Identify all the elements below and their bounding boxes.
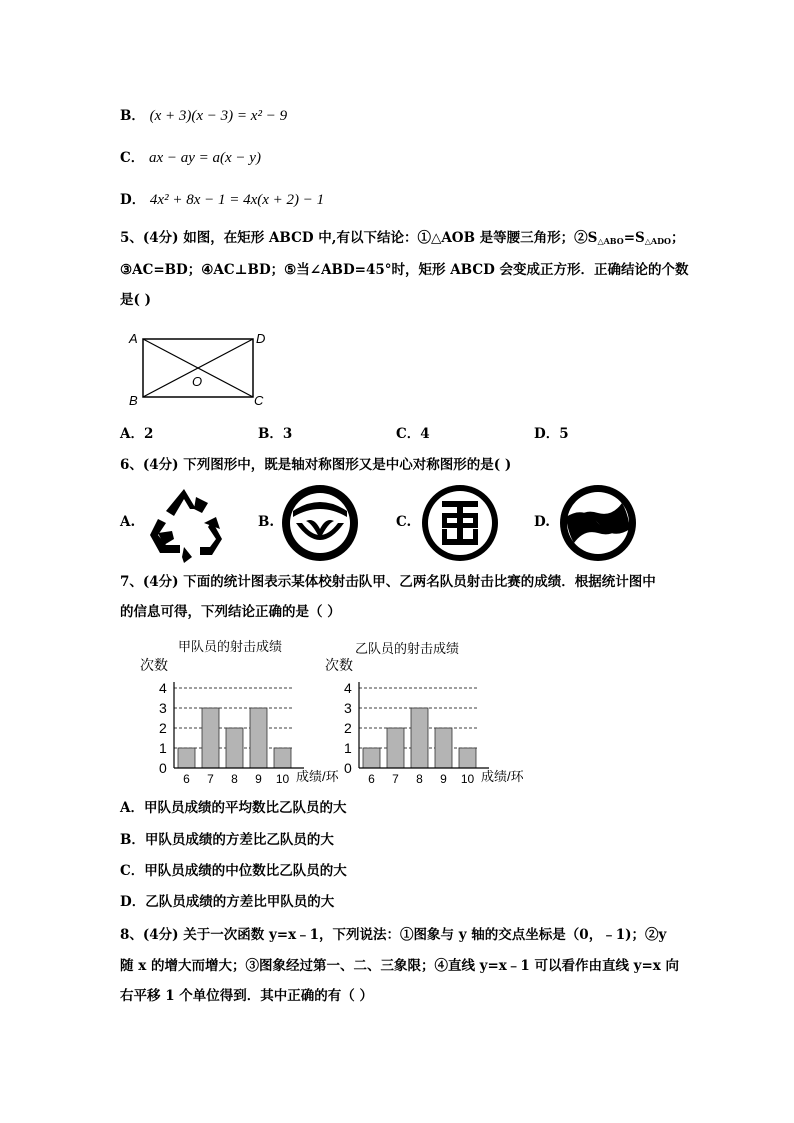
- chart-1-bar: [274, 748, 291, 768]
- q4-option-c-expr: ax − ay = a(x − y): [148, 150, 261, 166]
- chart-1-xtick: 9: [255, 772, 262, 786]
- chart-2-xtick: 6: [368, 772, 375, 786]
- chart-2-xtick: 7: [392, 772, 399, 786]
- q7-option-b: B．甲队员成绩的方差比乙队员的大: [120, 832, 334, 848]
- q4-option-d-label: D．: [120, 192, 146, 208]
- swirl-emblem-icon: [558, 483, 638, 563]
- q6-option-c-label: C.: [396, 514, 412, 530]
- center-label-o: O: [192, 374, 203, 389]
- q4-option-d-expr: 4x² + 8x − 1 = 4x(x + 2) − 1: [149, 192, 325, 208]
- q8-line-3: 右平移 1 个单位得到．其中正确的有（ ）: [120, 988, 373, 1004]
- chart-1-xtick: 8: [231, 772, 238, 786]
- chart-2-bar: [411, 708, 428, 768]
- chart-2-xtick: 9: [440, 772, 447, 786]
- q8-line-2: 随 x 的增大而增大；③图象经过第一、二、三象限；④直线 y=x﹣1 可以看作由直线 y=x 向: [120, 958, 680, 974]
- chart-1-ytick: 1: [159, 740, 167, 756]
- vertex-label-a: A: [129, 331, 138, 346]
- chart-2-bar: [363, 748, 380, 768]
- q5-option-c: C．4: [396, 426, 430, 442]
- bowl-emblem-icon: [280, 483, 360, 563]
- chart-2-ytick: 0: [344, 760, 352, 776]
- chart-2-ylabel: 次数: [325, 657, 353, 673]
- q4-option-b-expr: (x + 3)(x − 3) = x² − 9: [149, 108, 288, 124]
- chart-1-bar: [226, 728, 243, 768]
- q4-option-d: [120, 190, 324, 210]
- q4-option-c-label: C．: [120, 150, 145, 166]
- q5-line-1-text: 5、(4分) 如图，在矩形 ABCD 中,有以下结论：①△AOB 是等腰三角形；②S: [120, 230, 598, 246]
- chart-1-ytick: 3: [159, 700, 167, 716]
- q6-option-a-label: A.: [120, 514, 136, 530]
- chart-1-ytick: 0: [159, 760, 167, 776]
- q6-question: 6、(4分) 下列图形中，既是轴对称图形又是中心对称图形的是( ): [120, 457, 512, 473]
- q6-option-b-label: B.: [258, 514, 275, 530]
- q5-option-a: A．2: [120, 426, 154, 442]
- vertex-label-d: D: [256, 331, 266, 346]
- chart-1-ylabel: 次数: [140, 657, 168, 673]
- chart-1-bar: [178, 748, 195, 768]
- chart-1-ytick: 2: [159, 720, 167, 736]
- chart-1-bar: [202, 708, 219, 768]
- q5-area-eq: =S: [623, 230, 645, 246]
- q5-area-sub-2: △ADO: [644, 236, 672, 246]
- q5-line-2: ③AC=BD；④AC⊥BD；⑤当∠ABD=45°时，矩形 ABCD 会变成正方形．正确结论的个数: [120, 262, 689, 278]
- chart-2-bar: [435, 728, 452, 768]
- chart-2-ytick: 1: [344, 740, 352, 756]
- chart-2-xlabel: 成绩/环: [481, 769, 524, 784]
- q7-option-a: A．甲队员成绩的平均数比乙队员的大: [120, 800, 347, 816]
- chart-jia-scores: [140, 654, 340, 789]
- chart-2-xtick: 8: [416, 772, 423, 786]
- q5-line-1-end: ；: [671, 230, 685, 246]
- chart-1-ytick: 4: [159, 680, 167, 696]
- q7-line-2: 的信息可得，下列结论正确的是（ ）: [120, 604, 341, 620]
- chart-1-xtick: 6: [183, 772, 190, 786]
- chart-2-xtick: 10: [460, 772, 475, 786]
- vertex-label-b: B: [129, 393, 138, 408]
- q4-option-b: [120, 106, 287, 126]
- coin-emblem-icon: [420, 483, 500, 563]
- rectangle-figure: [125, 325, 275, 410]
- q7-option-d: D．乙队员成绩的方差比甲队员的大: [120, 894, 335, 910]
- q5-option-d: D．5: [534, 426, 569, 442]
- chart-1-xlabel: 成绩/环: [296, 769, 339, 784]
- q8-line-1: 8、(4分) 关于一次函数 y=x﹣1，下列说法：①图象与 y 轴的交点坐标是（0，﹣1)；②y: [120, 927, 667, 943]
- recycle-icon: [144, 483, 224, 563]
- chart-1-xtick: 10: [275, 772, 290, 786]
- chart-2-bar: [387, 728, 404, 768]
- q4-option-b-label: B．: [120, 108, 145, 124]
- chart-2-ytick: 4: [344, 680, 352, 696]
- chart-1-title: 甲队员的射击成绩: [178, 639, 283, 654]
- chart-2-ytick: 3: [344, 700, 352, 716]
- q7-line-1: 7、(4分) 下面的统计图表示某体校射击队甲、乙两名队员射击比赛的成绩．根据统计图中: [120, 574, 656, 590]
- q7-option-c: C．甲队员成绩的中位数比乙队员的大: [120, 863, 347, 879]
- chart-yi-scores: [325, 654, 525, 789]
- chart-2-bar: [459, 748, 476, 768]
- q5-line-1: [120, 228, 685, 251]
- q5-option-b: B．3: [258, 426, 293, 442]
- q5-line-3: 是( ): [120, 292, 151, 308]
- chart-2-ytick: 2: [344, 720, 352, 736]
- chart-1-xtick: 7: [207, 772, 214, 786]
- q4-option-c: [120, 148, 261, 168]
- chart-1-bar: [250, 708, 267, 768]
- chart-2-title: 乙队员的射击成绩: [355, 641, 460, 656]
- q5-area-sub-1: △ABO: [597, 236, 624, 246]
- q6-option-d-label: D.: [534, 514, 550, 530]
- vertex-label-c: C: [254, 393, 264, 408]
